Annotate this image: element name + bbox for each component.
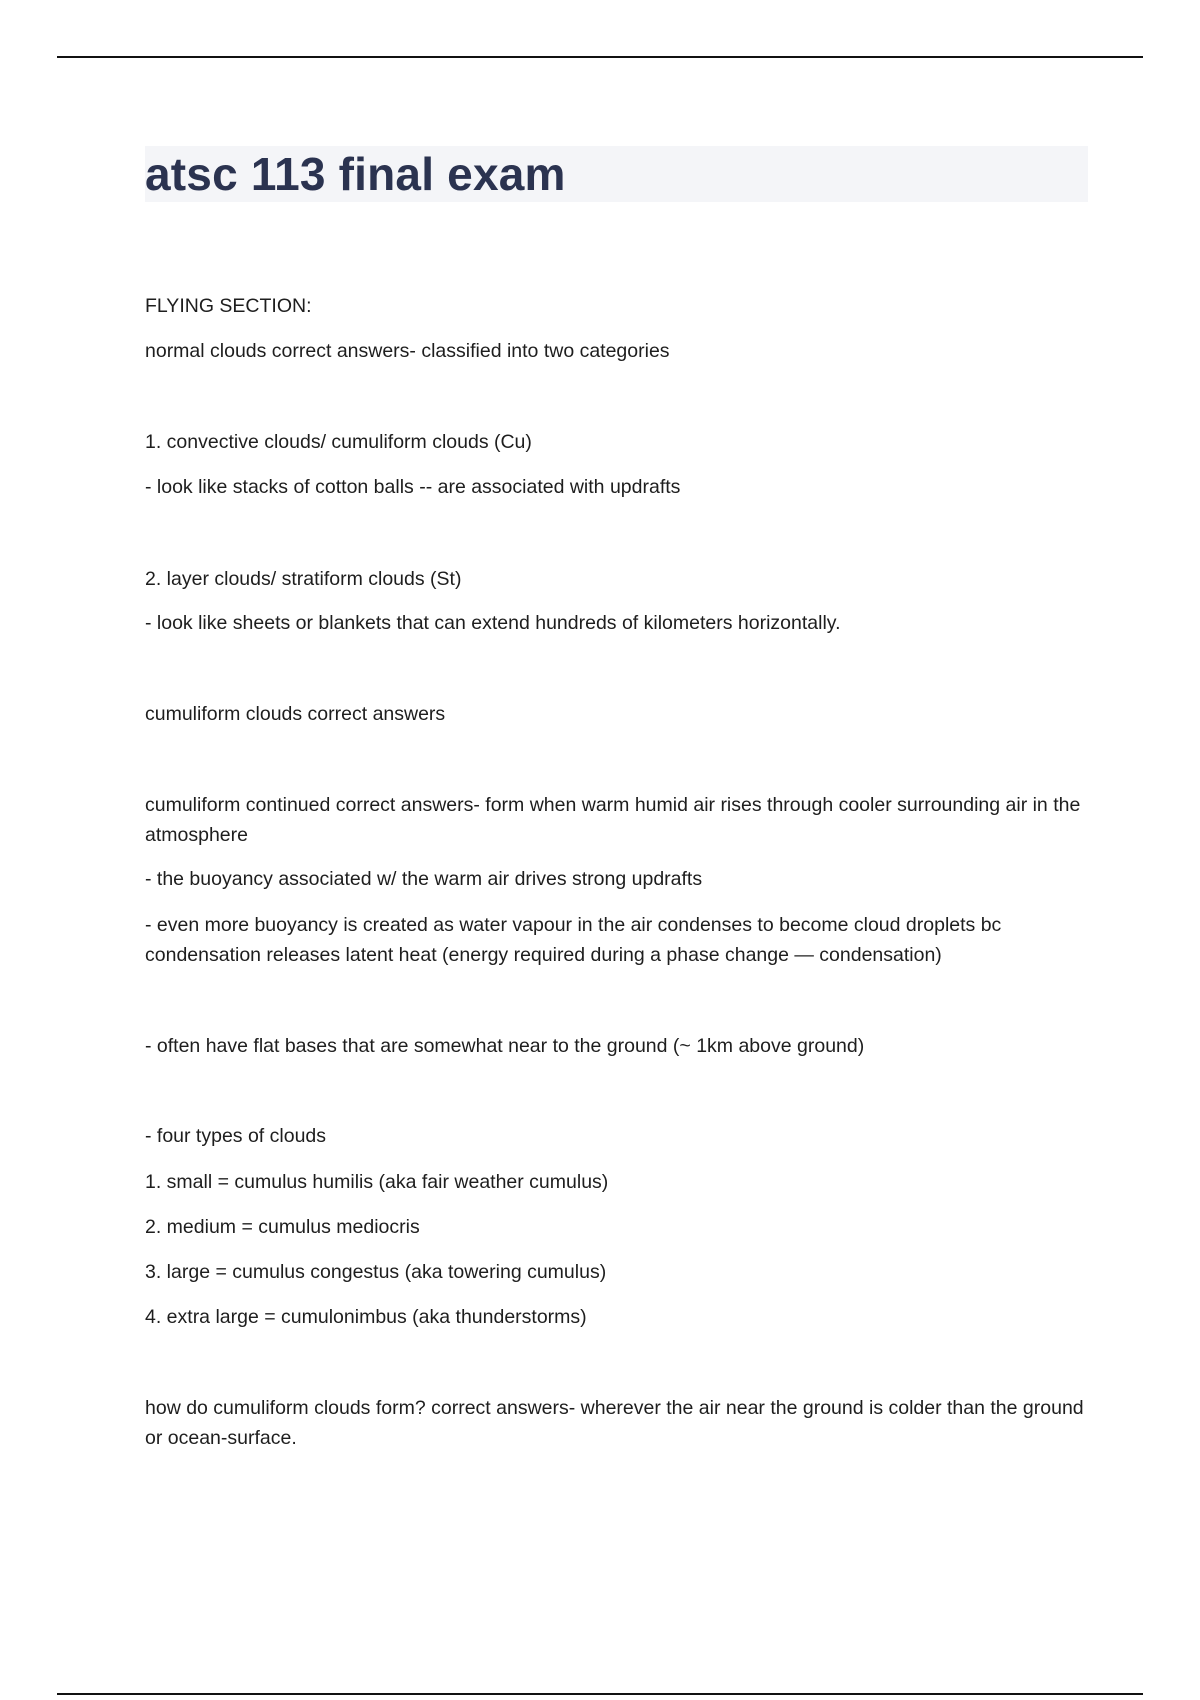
text-line: - look like stacks of cotton balls -- are associated with updrafts [145, 476, 681, 498]
text-line: cumuliform clouds correct answers [145, 703, 446, 725]
text-paragraph: how do cumuliform clouds form? correct answers- wherever the air near the ground is colder than the ground or ocean-surface. [145, 1397, 1084, 1449]
document-title: atsc 113 final exam [145, 148, 566, 200]
text-line: - look like sheets or blankets that can extend hundreds of kilometers horizontally. [145, 612, 841, 634]
text-line: 1. convective clouds/ cumuliform clouds (Cu) [145, 431, 532, 453]
bottom-rule [57, 1693, 1143, 1695]
list-item: 4. extra large = cumulonimbus (aka thunderstorms) [145, 1306, 587, 1328]
section-heading: FLYING SECTION: [145, 295, 312, 317]
list-item: 2. medium = cumulus mediocris [145, 1216, 420, 1238]
text-line: - the buoyancy associated w/ the warm air drives strong updrafts [145, 868, 703, 890]
list-item: 3. large = cumulus congestus (aka towering cumulus) [145, 1261, 607, 1283]
text-paragraph: cumuliform continued correct answers- form when warm humid air rises through cooler surrounding air in the atmosphere [145, 794, 1081, 846]
text-line: normal clouds correct answers- classified into two categories [145, 340, 670, 362]
list-item: 1. small = cumulus humilis (aka fair weather cumulus) [145, 1171, 609, 1193]
text-line: 2. layer clouds/ stratiform clouds (St) [145, 568, 462, 590]
text-line: - four types of clouds [145, 1125, 327, 1147]
text-line: - often have flat bases that are somewhat near to the ground (~ 1km above ground) [145, 1035, 865, 1057]
top-rule [57, 56, 1143, 58]
text-paragraph: - even more buoyancy is created as water vapour in the air condenses to become cloud droplets bc condensation releases latent heat (energy required during a phase change — condensation) [145, 914, 1002, 966]
